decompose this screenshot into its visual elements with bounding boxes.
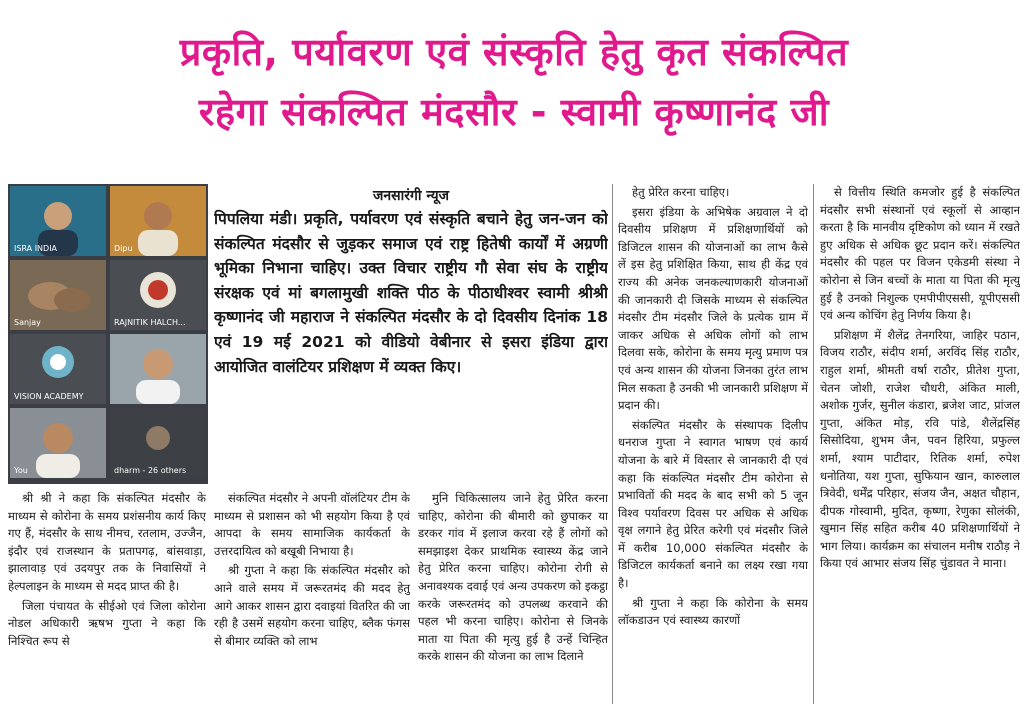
video-conference-photo <box>8 184 208 484</box>
tile-label: dharm - 26 others <box>114 466 187 475</box>
tile-label: ISRA INDIA <box>14 244 58 253</box>
lead-section <box>214 186 608 486</box>
video-tile <box>110 260 206 330</box>
paragraph: श्री गुप्ता ने कहा कि कोरोना के समय लॉकडाउन एवं स्वास्थ्य कारणों <box>618 595 808 628</box>
article-column-2 <box>214 490 410 704</box>
tile-label: RAJNITIK HALCH... <box>114 318 186 327</box>
video-tile <box>110 408 206 478</box>
video-tile <box>10 186 106 256</box>
headline-line-2: रहेगा संकल्पित मंदसौर - स्वामी कृष्णानंद जी <box>198 90 830 134</box>
video-tile <box>10 334 106 404</box>
paragraph: संकल्पित मंदसौर ने अपनी वॉलंटियर टीम के माध्यम से प्रशासन को भी सहयोग किया है एवं आपदा के समय सामाजिक कार्यकर्ता के उत्तरदायित्व को बखूबी निभाया है। <box>214 491 410 558</box>
paragraph: श्री गुप्ता ने कहा कि संकल्पित मंदसौर को आने वाले समय में जरूरतमंद की मदद हेतु आगे आकर शासन द्वारा दवाइयां वितरित की जा रही है उसमें सहयोग करना चाहिए, ब्लैक फंगस से बीमार व्यक्ति को लाभ <box>214 563 410 648</box>
article-column-3 <box>418 490 608 704</box>
paragraph: हेतु प्रेरित करना चाहिए। <box>632 185 730 199</box>
tile-label: Sanjay <box>14 318 41 327</box>
paragraph: इसरा इंडिया के अभिषेक अग्रवाल ने दो दिवसीय प्रशिक्षण में प्रशिक्षणार्थियों को डिजिटल शासन की योजनाओं का लाभ कैसे लें इस हेतु प्रशिक्षित किया, साथ ही केंद्र एवं राज्य की अनेक जनकल्याणकारी योजनाओं की जानकारी दी जिसके माध्यम से संकल्पित मंदसौर टीम मंदसौर जिले के प्रत्येक ग्राम में जाकर अधिक से अधिक लोगों को लाभ दिलवा सके, कोरोना के समय मृत्यु प्रमाण पत्र एवं अन्य शासन की योजना जिनका तुरंत लाभ मिल सकता है उनकी भी जानकारी प्रशिक्षण में प्रदान की। <box>618 204 808 413</box>
paragraph: जिला पंचायत के सीईओ एवं जिला कोरोना नोडल अधिकारी ऋषभ गुप्ता ने कहा कि निश्चित रूप से <box>8 598 206 648</box>
paragraph: प्रशिक्षण में शैलेंद्र तेनगरिया, जाहिर पठान, विजय राठौर, संदीप शर्मा, अरविंद सिंह राठौर, राहुल शर्मा, श्रीमती वर्षा राठौर, प्रीतेश गुप्ता, चेतन जोशी, राजेश चौधरी, अंकित माली, अशोक गुर्जर, सुनील कंडारा, ब्रजेश जाट, प्रांजल गुप्ता, अंकित मोड़, रवि पांडे, शैलेंद्रसिंह सिसोदिया, शुभम जैन, पवन हिरिया, प्रफुल्ल शर्मा, श्याम पाटीदार, रितिक शर्मा, रुपेश धनोतिया, यश गुप्ता, सुफियान खान, कारुलाल त्रिवेदी, धर्मेंद्र परिहार, संजय जैन, अक्षत चौहान, दीपक गोस्वामी, मुदित, कृष्णा, रेणुका सोलंकी, खुमान सिंह सहित करीब 40 प्रशिक्षणार्थियों ने भाग लिया। कार्यक्रम का संचालन मनीष राठौड़ ने किया एवं आभार संजय सिंह चुंडावत ने माना। <box>820 327 1020 571</box>
tile-label: You <box>14 466 28 475</box>
byline: जनसारंगी न्यूज <box>373 188 449 204</box>
article-column-4 <box>618 184 808 704</box>
paragraph: संकल्पित मंदसौर के संस्थापक दिलीप धनराज गुप्ता ने स्वागत भाषण एवं कार्य योजना के बारे में विस्तार से जानकारी दी एवं कहा कि संकल्पित मंदसौर टीम कोरोना से प्रभावितों की मदद के बाद सभी को 5 जून विश्व पर्यावरण दिवस पर अधिक से अधिक वृक्ष लगाने हेतु प्रेरित करेगी एवं मंदसौर जिले में करीब 10,000 संकल्पित मंदसौर के डिजिटल कार्यकर्ता बनाने का लक्ष्य रखा गया है। <box>618 417 808 591</box>
article-column-1 <box>8 490 206 704</box>
video-tile <box>110 334 206 404</box>
tile-label: Dipu <box>114 244 133 253</box>
paragraph: श्री श्री ने कहा कि संकल्पित मंदसौर के माध्यम से कोरोना के समय प्रशंसनीय कार्य किए गए हैं, मंदसौर के साथ नीमच, रतलाम, उज्जैन, इंदौर एवं राजस्थान के प्रतापगढ़, बांसवाड़ा, झालावाड़ एवं उदयपुर तक के निवासियों ने हेल्पलाइन के माध्यम से मदद प्राप्त की है। <box>8 491 206 593</box>
video-tile <box>10 260 106 330</box>
person-icon <box>110 334 206 404</box>
tile-label: VISION ACADEMY <box>14 392 84 401</box>
video-tile <box>10 408 106 478</box>
headline <box>0 0 1028 178</box>
lead-paragraph: पिपलिया मंडी। प्रकृति, पर्यावरण एवं संस्कृति बचाने हेतु जन-जन को संकल्पित मंदसौर से जुड़कर समाज एवं राष्ट्र हितेषी कार्यों में अग्रणी भूमिका निभाना चाहिए। उक्त विचार राष्ट्रीय गौ सेवा संघ के राष्ट्रीय संरक्षक एवं मां बगलामुखी शक्ति पीठ के पीठाधीश्वर स्वामी श्रीश्री कृष्णानंद जी महाराज ने संकल्पित मंदसौर के दो दिवसीय दिनांक 18 एवं 19 मई 2021 को वीडियो वेबीनार से इसरा इंडिया द्वारा आयोजित वालंटियर प्रशिक्षण में व्यक्त किए। <box>214 210 608 376</box>
paragraph: मुनि चिकित्सालय जाने हेतु प्रेरित करना चाहिए, कोरोना की बीमारी को छुपाकर या डरकर गांव में इलाज करवा रहे हैं लोगों को समझाइश देकर प्राथमिक स्वास्थ्य केंद्र जाने हेतु प्रेरित करना चाहिए। कोरोना रोगी से अनावश्यक दवाई एवं अन्य उपकरण को इकट्ठा करके जरूरतमंद को उपलब्ध करवाने की पहल भी करना चाहिए। कोरोना से जिनके माता या पिता की मृत्यु हुई है उन्हें चिन्हित करके शासन की योजना का लाभ दिलाने <box>418 491 608 664</box>
paragraph: से वित्तीय स्थिति कमजोर हुई है संकल्पित मंदसौर सभी संस्थानों एवं स्कूलों से आव्हान करता है कि मानवीय दृष्टिकोण को ध्यान में रखते हुए अधिक से अधिक छूट प्रदान करें। संकल्पित मंदसौर की पहल पर विजन एकेडमी संस्था ने कोरोना से जिन बच्चों के माता या पिता की मृत्यु हुई है उनको निशुल्क एमपीपीएससी, यूपीएससी एवं अन्य कोचिंग हेतु निर्णय किया है। <box>820 185 1020 323</box>
column-divider <box>612 184 613 704</box>
headline-line-1: प्रकृति, पर्यावरण एवं संस्कृति हेतु कृत संकल्पित <box>179 30 849 74</box>
video-tile <box>110 186 206 256</box>
column-divider <box>813 184 814 704</box>
article-column-5 <box>820 184 1020 704</box>
